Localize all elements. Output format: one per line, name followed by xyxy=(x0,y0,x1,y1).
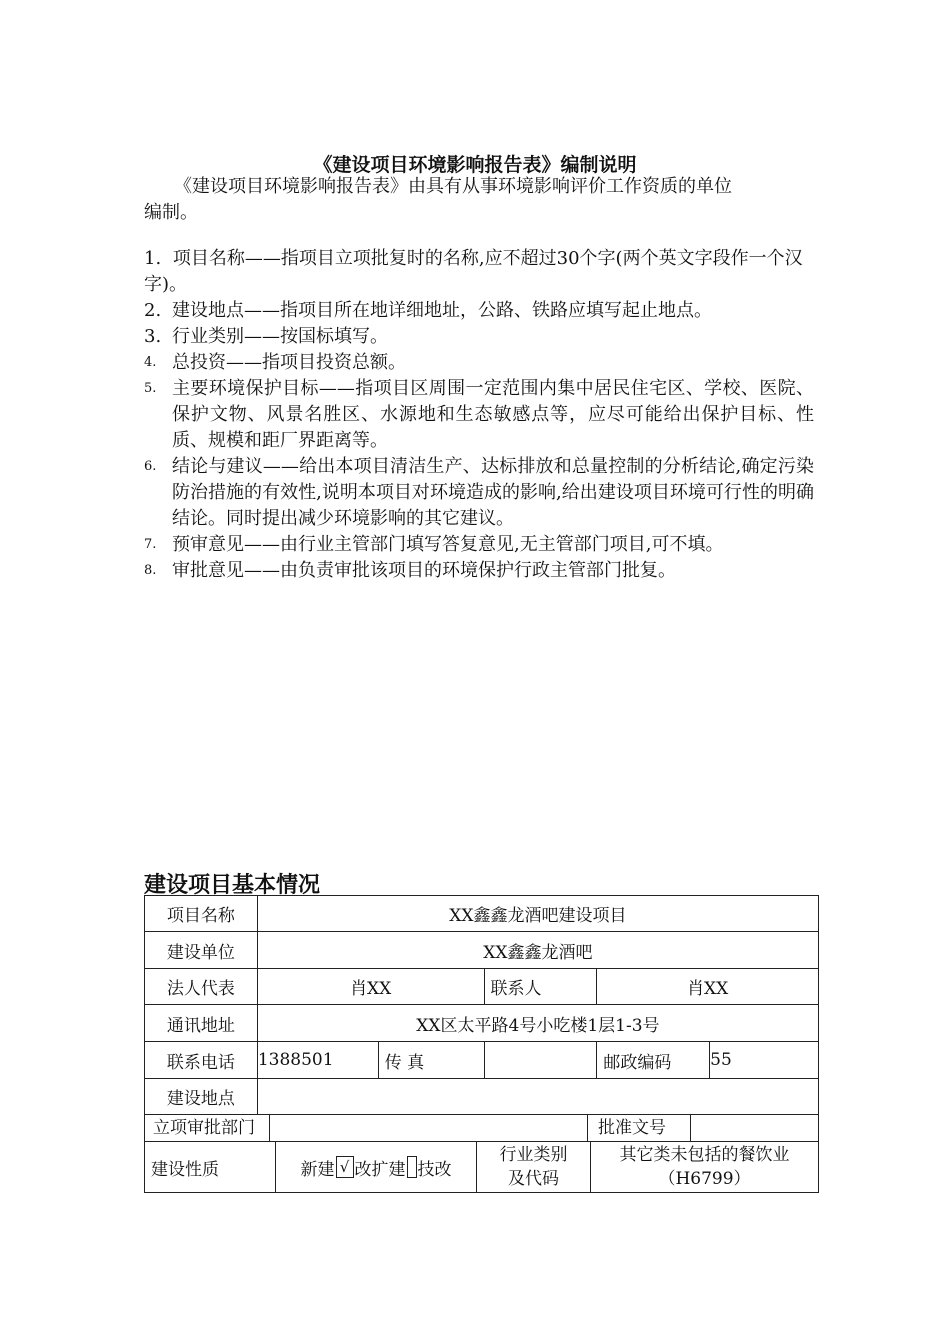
fax-value xyxy=(484,1042,597,1079)
postcode-label: 邮政编码 xyxy=(597,1042,710,1079)
list-item-number: 1. xyxy=(144,248,162,269)
industry-value xyxy=(591,1142,818,1192)
nature-expand-label: 改扩建 xyxy=(354,1159,406,1180)
industry-label-line-1: 行业类别 xyxy=(499,1145,568,1165)
list-item xyxy=(144,246,814,298)
list-item-text: 结论与建议——给出本项目清洁生产、达标排放和总量控制的分析结论,确定污染防治措施的有效性,说明本项目对环境造成的影响,给出建设项目环境可行性的明确结论。同时提出减少环境影响的其它建议。 xyxy=(172,456,814,529)
list-item xyxy=(144,454,814,532)
table-row xyxy=(145,1142,819,1193)
list-item-number: 4. xyxy=(144,355,157,370)
industry-label xyxy=(477,1142,591,1192)
list-item-number: 3. xyxy=(144,326,162,347)
section-title: 建设项目基本情况 xyxy=(144,872,321,898)
industry-value-line-2: （H6799） xyxy=(658,1169,751,1189)
list-item-text: 建设地点——指项目所在地详细地址，公路、铁路应填写起止地点。 xyxy=(172,300,712,321)
address-label: 通讯地址 xyxy=(145,1005,258,1042)
table-row xyxy=(145,896,819,932)
contact-label: 联系人 xyxy=(484,969,597,1005)
table-row xyxy=(145,1005,819,1042)
postcode-value: 55 xyxy=(710,1042,819,1079)
address-value: XX区太平路4号小吃楼1层1-3号 xyxy=(257,1005,818,1042)
legal-rep-value: 肖XX xyxy=(257,969,484,1005)
table-row xyxy=(145,932,819,969)
list-item-text: 审批意见——由负责审批该项目的环境保护行政主管部门批复。 xyxy=(172,560,676,581)
table-row xyxy=(145,969,819,1005)
intro-paragraph xyxy=(144,174,814,226)
list-item-text: 预审意见——由行业主管部门填写答复意见,无主管部门项目,可不填。 xyxy=(172,534,724,555)
list-item xyxy=(144,532,814,558)
nature-new-checkbox[interactable]: √ xyxy=(336,1156,354,1178)
list-item xyxy=(144,298,814,324)
unit-label: 建设单位 xyxy=(145,932,258,969)
table-row xyxy=(145,1042,819,1079)
nature-label: 建设性质 xyxy=(145,1142,276,1192)
phone-label: 联系电话 xyxy=(145,1042,258,1079)
industry-label-line-2: 及代码 xyxy=(508,1169,559,1189)
list-item-number: 8. xyxy=(144,563,157,578)
approval-doc-label: 批准文号 xyxy=(588,1115,691,1141)
list-item-number: 7. xyxy=(144,537,157,552)
site-label: 建设地点 xyxy=(145,1079,258,1115)
nature-tech-label: 技改 xyxy=(417,1159,452,1180)
list-item-text: 行业类别——按国标填写。 xyxy=(172,326,388,347)
fax-label: 传 真 xyxy=(378,1042,484,1079)
project-name-label: 项目名称 xyxy=(145,896,258,932)
intro-line-2: 编制。 xyxy=(144,202,198,223)
list-item xyxy=(144,350,814,376)
unit-value: XX鑫鑫龙酒吧 xyxy=(257,932,818,969)
phone-value: 1388501 xyxy=(257,1042,378,1079)
approval-row xyxy=(145,1115,819,1142)
legal-rep-label: 法人代表 xyxy=(145,969,258,1005)
table-row xyxy=(145,1115,819,1142)
doc-title: 《建设项目环境影响报告表》编制说明 xyxy=(313,154,637,176)
instruction-list xyxy=(144,246,814,584)
approval-dept-value xyxy=(270,1115,588,1141)
list-item xyxy=(144,376,814,454)
list-item-text: 总投资——指项目投资总额。 xyxy=(172,352,406,373)
list-item-number: 2. xyxy=(144,300,162,321)
list-item-number: 6. xyxy=(144,459,157,474)
list-item xyxy=(144,324,814,350)
site-value xyxy=(257,1079,818,1115)
approval-dept-label: 立项审批部门 xyxy=(145,1115,270,1141)
list-item xyxy=(144,558,814,584)
list-item-number: 5. xyxy=(144,381,157,396)
list-item-text: 主要环境保护目标——指项目区周围一定范围内集中居民住宅区、学校、医院、保护文物、风景名胜区、水源地和生态敏感点等，应尽可能给出保护目标、性质、规模和距厂界距离等。 xyxy=(172,378,814,451)
nature-new-label: 新建 xyxy=(300,1159,335,1180)
table-row xyxy=(145,1079,819,1115)
project-info-table xyxy=(144,895,819,1193)
project-name-value: XX鑫鑫龙酒吧建设项目 xyxy=(257,896,818,932)
nature-expand-checkbox[interactable] xyxy=(407,1156,417,1178)
nature-row xyxy=(145,1142,819,1193)
industry-value-line-1: 其它类未包括的餐饮业 xyxy=(619,1145,790,1165)
nature-options xyxy=(276,1142,477,1192)
approval-doc-value xyxy=(691,1115,818,1141)
contact-value: 肖XX xyxy=(597,969,819,1005)
intro-line-1: 《建设项目环境影响报告表》由具有从事环境影响评价工作资质的单位 xyxy=(174,176,732,197)
list-item-text: 项目名称——指项目立项批复时的名称,应不超过30个字(两个英文字段作一个汉字)。 xyxy=(144,248,803,295)
